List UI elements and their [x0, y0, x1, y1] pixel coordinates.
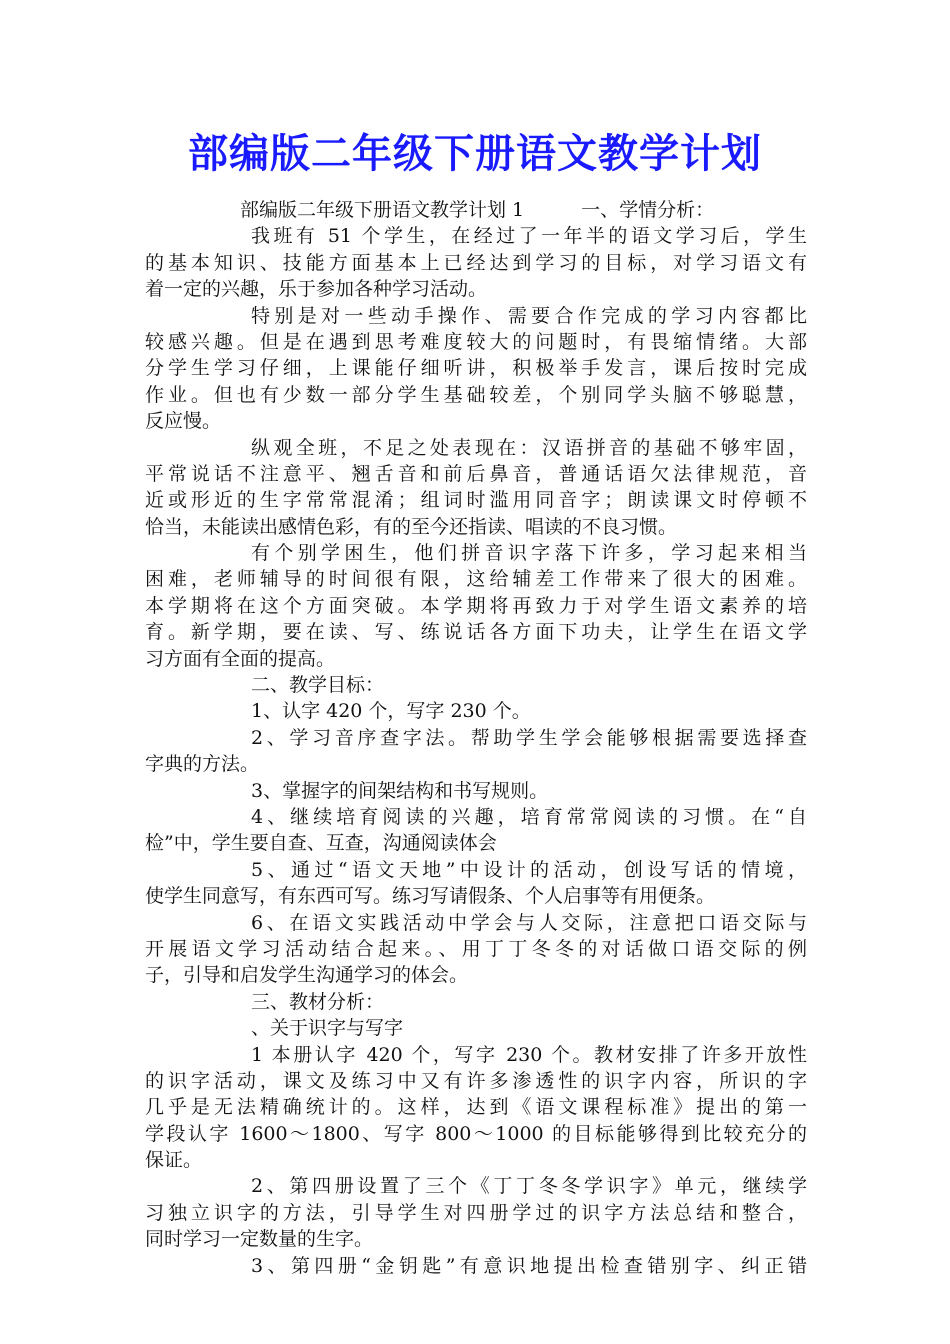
section-heading: 二、教学目标： [251, 674, 385, 697]
text-line: 我班有 51 个学生，在经过了一年半的语文学习后，学生 [251, 225, 807, 248]
text-line: 特别是对一些动手操作、需要合作完成的学习内容都比 [251, 304, 807, 327]
text-line: 2、学习音序查字法。帮助学生学会能够根据需要选择查 [251, 726, 807, 749]
text-line: 字典的方法。 [145, 753, 260, 776]
text-line: 的识字活动，课文及练习中又有许多渗透性的识字内容，所识的字 [145, 1069, 807, 1092]
text-line: 检”中，学生要自查、互查，沟通阅读体会 [145, 832, 497, 855]
text-line: 本学期将在这个方面突破。本学期将再致力于对学生语文素养的培 [145, 594, 807, 617]
text-line: 5、通过“语文天地”中设计的活动，创设写话的情境， [251, 858, 807, 881]
text-line: 习方面有全面的提高。 [145, 647, 336, 670]
text-line: 保证。 [145, 1149, 203, 1172]
text-line: 近或形近的生字常常混淆；组词时滥用同音字；朗读课文时停顿不 [145, 489, 807, 512]
text-line: 困难，老师辅导的时间很有限，这给辅差工作带来了很大的困难。 [145, 568, 807, 591]
text-line: 部编版二年级下册语文教学计划 1 一、学情分析： [240, 199, 715, 221]
text-line: 有个别学困生，他们拼音识字落下许多，学习起来相当 [251, 542, 807, 565]
text-line: 同时学习一定数量的生字。 [145, 1228, 374, 1251]
text-line: 较感兴趣。但是在遇到思考难度较大的问题时，有畏缩情绪。大部 [145, 330, 807, 353]
text-line: 着一定的兴趣，乐于参加各种学习活动。 [145, 278, 488, 301]
text-line: 作业。但也有少数一部分学生基础较差，个别同学头脑不够聪慧， [145, 383, 807, 406]
text-line: 的基本知识、技能方面基本上已经达到学习的目标，对学习语文有 [145, 251, 807, 274]
text-line: 平常说话不注意平、翘舌音和前后鼻音，普通话语欠法律规范，音 [145, 462, 807, 485]
text-line: 、关于识字与写字 [251, 1017, 404, 1040]
text-line: 4、继续培育阅读的兴趣，培育常常阅读的习惯。在“自 [251, 805, 807, 828]
text-line: 反应慢。 [145, 410, 222, 433]
text-line: 3、第四册“金钥匙”有意识地提出检查错别字、纠正错 [251, 1254, 807, 1277]
text-line: 6、在语文实践活动中学会与人交际，注意把口语交际与 [251, 911, 807, 934]
text-line: 子，引导和启发学生沟通学习的体会。 [145, 964, 469, 987]
text-line: 开展语文学习活动结合起来。、用丁丁冬冬的对话做口语交际的例 [145, 937, 807, 960]
text-line: 2、第四册设置了三个《丁丁冬冬学识字》单元，继续学 [251, 1175, 807, 1198]
text-line: 纵观全班，不足之处表现在：汉语拼音的基础不够牢固， [251, 436, 807, 459]
text-line: 1 本册认字 420 个，写字 230 个。教材安排了许多开放性 [251, 1043, 807, 1066]
section-heading: 三、教材分析： [251, 990, 385, 1013]
text-line: 恰当，未能读出感情色彩，有的至今还指读、唱读的不良习惯。 [145, 515, 678, 538]
text-line: 3、掌握字的间架结构和书写规则。 [251, 779, 549, 802]
text-line: 学段认字 1600～1800、写字 800～1000 的目标能够得到比较充分的 [145, 1122, 807, 1145]
text-line: 习独立识字的方法，引导学生对四册学过的识字方法总结和整合， [145, 1201, 807, 1224]
text-line: 分学生学习仔细，上课能仔细听讲，积极举手发言，课后按时完成 [145, 357, 807, 380]
text-line: 使学生同意写，有东西可写。练习写请假条、个人启事等有用便条。 [145, 885, 716, 908]
text-line: 育。新学期，要在读、写、练说话各方面下功夫，让学生在语文学 [145, 621, 807, 644]
text-line: 1、认字 420 个，写字 230 个。 [251, 700, 531, 723]
document-body [145, 197, 807, 1279]
document-title: 部编版二年级下册语文教学计划 [188, 130, 762, 177]
text-line: 几乎是无法精确统计的。这样，达到《语文课程标准》提出的第一 [145, 1096, 807, 1119]
